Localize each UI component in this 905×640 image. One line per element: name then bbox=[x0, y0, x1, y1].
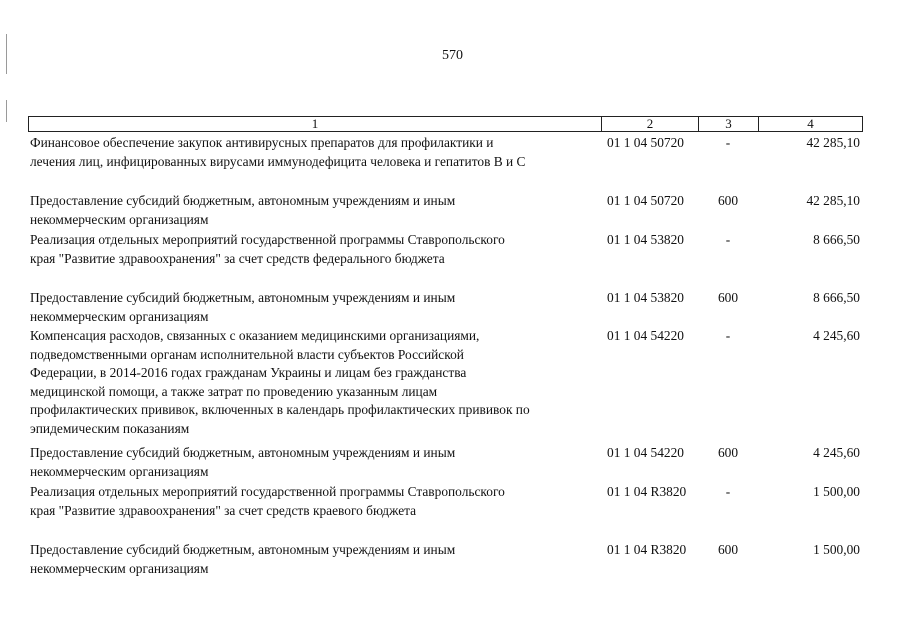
description-line: эпидемическим показаниям bbox=[30, 420, 190, 436]
row-type: 600 bbox=[717, 290, 739, 305]
row-amount: 42 285,10 bbox=[806, 193, 860, 208]
row-amount: 4 245,60 bbox=[813, 445, 860, 460]
row-description bbox=[30, 541, 598, 578]
description-line: Предоставление субсидий бюджетным, автономным учреждениям и иным bbox=[30, 542, 456, 557]
row-amount: 8 666,50 bbox=[813, 232, 860, 247]
row-type: 600 bbox=[717, 193, 739, 208]
row-amount: 42 285,10 bbox=[806, 135, 860, 150]
row-amount: 4 245,60 bbox=[813, 328, 860, 343]
description-line: Предоставление субсидий бюджетным, автономным учреждениям и иным bbox=[30, 445, 456, 460]
row-amount: 8 666,50 bbox=[813, 290, 860, 305]
page-number: 570 bbox=[442, 48, 463, 63]
description-line: Компенсация расходов, связанных с оказанием медицинскими организациями, bbox=[30, 328, 480, 343]
row-code: 01 1 04 50720 bbox=[607, 135, 684, 150]
row-type: - bbox=[725, 232, 731, 247]
row-code: 01 1 04 54220 bbox=[607, 445, 684, 460]
table-header-row bbox=[28, 116, 863, 132]
description-line: Федерации, в 2014-2016 годах гражданам Украины и лицам без гражданства bbox=[30, 365, 467, 380]
description-line: подведомственными органам исполнительной власти субъектов Российской bbox=[30, 346, 464, 362]
description-line: Предоставление субсидий бюджетным, автономным учреждениям и иным bbox=[30, 193, 456, 208]
row-type: - bbox=[725, 328, 731, 343]
column-header-2: 2 bbox=[602, 117, 699, 131]
description-line: лечения лиц, инфицированных вирусами иммунодефицита человека и гепатитов В и С bbox=[30, 153, 526, 169]
row-description bbox=[30, 444, 598, 481]
row-code: 01 1 04 R3820 bbox=[607, 484, 687, 499]
row-description bbox=[30, 289, 598, 326]
description-line: профилактических прививок, включенных в календарь профилактических прививок по bbox=[30, 402, 530, 417]
column-header-3: 3 bbox=[699, 117, 759, 131]
row-description bbox=[30, 483, 598, 520]
row-type: 600 bbox=[717, 445, 739, 460]
description-line: Реализация отдельных мероприятий государственной программы Ставропольского bbox=[30, 232, 505, 247]
row-code: 01 1 04 50720 bbox=[607, 193, 684, 208]
row-type: - bbox=[725, 135, 731, 150]
row-code: 01 1 04 53820 bbox=[607, 232, 684, 247]
column-header-4: 4 bbox=[807, 116, 814, 131]
row-type: 600 bbox=[717, 542, 739, 557]
row-description bbox=[30, 327, 598, 438]
column-header-1: 1 bbox=[29, 117, 602, 131]
description-line: края "Развитие здравоохранения" за счет средств федерального бюджета bbox=[30, 250, 445, 266]
description-line: края "Развитие здравоохранения" за счет средств краевого бюджета bbox=[30, 502, 417, 518]
row-amount: 1 500,00 bbox=[813, 542, 860, 557]
row-code: 01 1 04 53820 bbox=[607, 290, 684, 305]
description-line: некоммерческим организациям bbox=[30, 211, 209, 227]
description-line: некоммерческим организациям bbox=[30, 463, 209, 479]
row-description bbox=[30, 231, 598, 268]
row-type: - bbox=[725, 484, 731, 499]
row-code: 01 1 04 R3820 bbox=[607, 542, 687, 557]
description-line: Финансовое обеспечение закупок антивирусных препаратов для профилактики и bbox=[30, 135, 494, 150]
description-line: Реализация отдельных мероприятий государственной программы Ставропольского bbox=[30, 484, 505, 499]
description-line: Предоставление субсидий бюджетным, автономным учреждениям и иным bbox=[30, 290, 456, 305]
description-line: некоммерческим организациям bbox=[30, 560, 209, 576]
row-code: 01 1 04 54220 bbox=[607, 328, 684, 343]
description-line: некоммерческим организациям bbox=[30, 308, 209, 324]
row-description bbox=[30, 192, 598, 229]
description-line: медицинской помощи, а также затрат по проведению указанным лицам bbox=[30, 383, 438, 399]
row-amount: 1 500,00 bbox=[813, 484, 860, 499]
row-description bbox=[30, 134, 598, 171]
page-edge-line bbox=[6, 100, 7, 122]
